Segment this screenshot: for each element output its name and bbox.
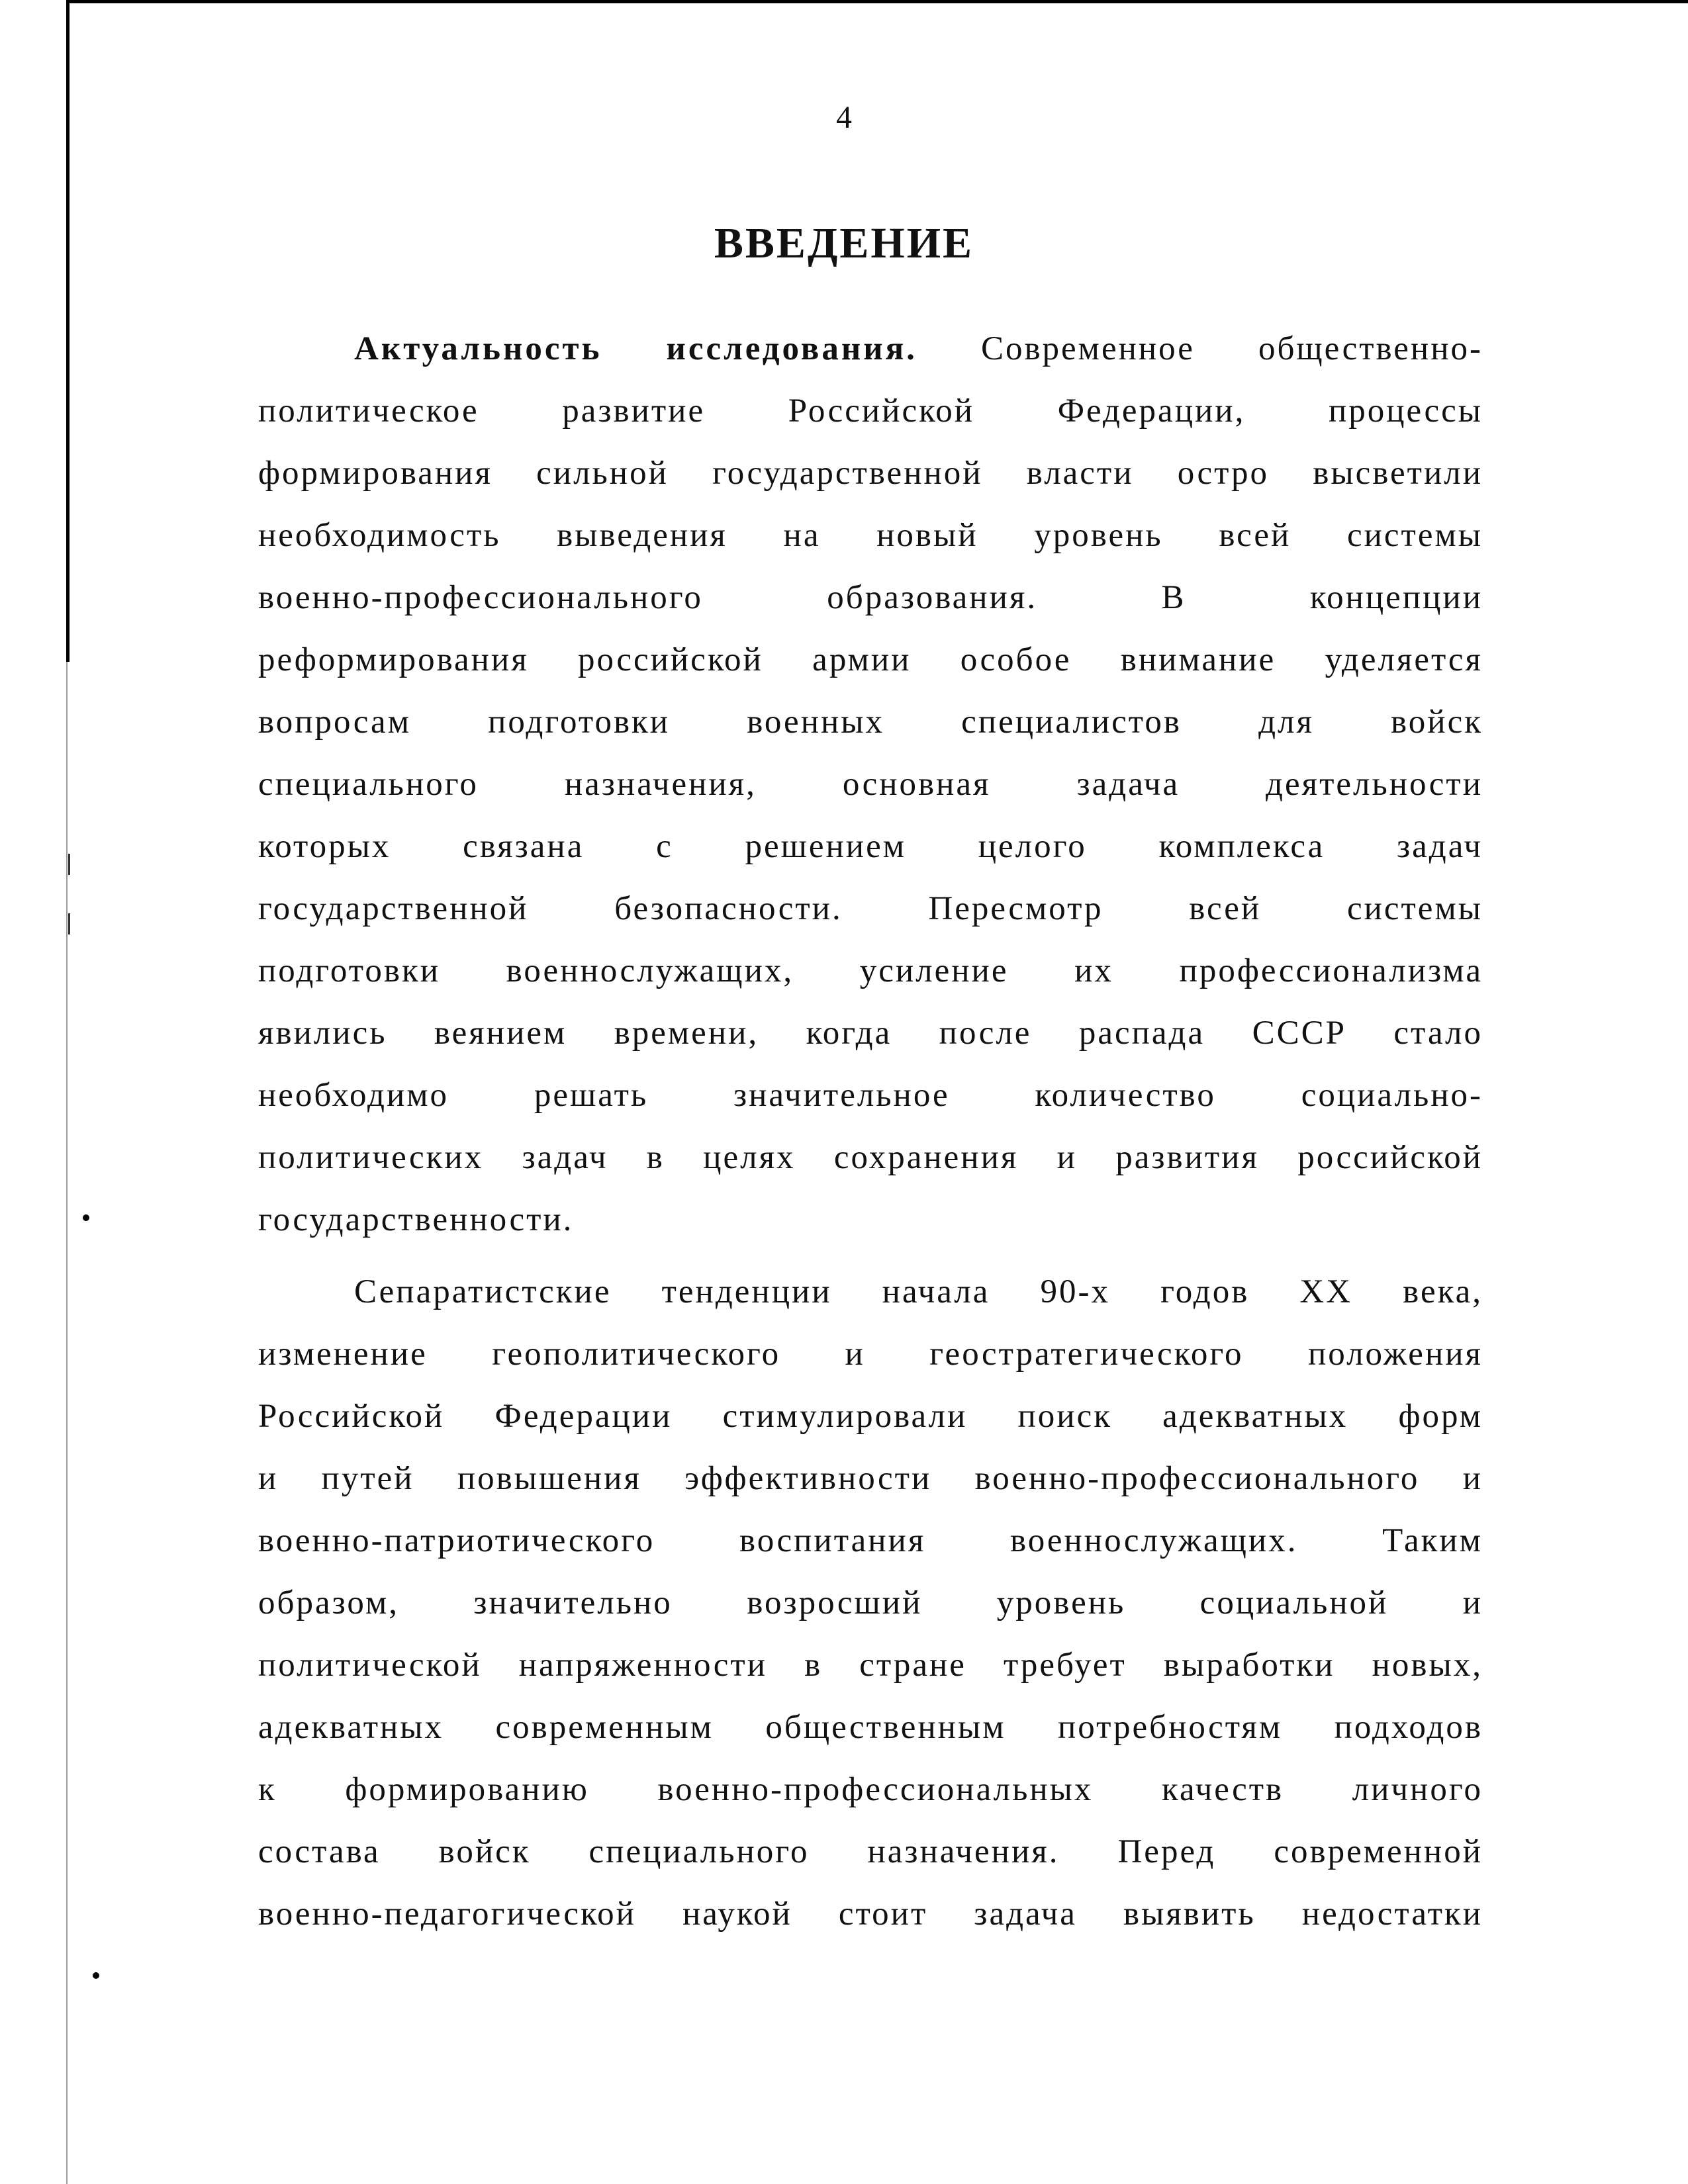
paragraph-line: политическое развитие Российской Федерации, процессы (258, 392, 1483, 430)
paragraph-line: государственной безопасности. Пересмотр всей системы (258, 890, 1483, 927)
paragraph-line: необходимость выведения на новый уровень всей системы (258, 517, 1483, 554)
paragraph-line: и путей повышения эффективности военно-профессионального и (258, 1460, 1483, 1497)
page-title: ВВЕДЕНИЕ (714, 219, 974, 267)
paragraph-line: военно-патриотического воспитания военнослужащих. Таким (258, 1522, 1483, 1559)
paragraph-line: изменение геополитического и геостратегического положения (258, 1336, 1483, 1373)
page-number: 4 (836, 100, 852, 135)
paragraph-line: политических задач в целях сохранения и развития российской (258, 1139, 1483, 1176)
paragraph-line: адекватных современным общественным потребностям подходов (258, 1709, 1483, 1746)
paragraph-line: Актуальность исследования. Современное общественно- (354, 330, 1483, 367)
paragraph-line: Сепаратистские тенденции начала 90-х годов XX века, (354, 1273, 1483, 1310)
scan-mark (68, 913, 70, 934)
scan-speck (93, 1972, 99, 1979)
paragraph-line: реформирования российской армии особое внимание уделяется (258, 641, 1483, 678)
paragraph-line: состава войск специального назначения. Перед современной (258, 1833, 1483, 1870)
paragraph-line: военно-педагогической наукой стоит задача выявить недостатки (258, 1895, 1483, 1933)
paragraph-line: явились веянием времени, когда после распада СССР стало (258, 1015, 1483, 1052)
paragraph-line: которых связана с решением целого комплекса задач (258, 828, 1483, 865)
scan-speck (83, 1214, 89, 1221)
paragraph-line: образом, значительно возросший уровень социальной и (258, 1584, 1483, 1621)
paragraph-line: государственности. (258, 1201, 574, 1238)
paragraph-line: к формированию военно-профессиональных качеств личного (258, 1771, 1483, 1808)
paragraph-line: военно-профессионального образования. В концепции (258, 579, 1483, 616)
paragraph-lead: Актуальность исследования. (354, 330, 917, 367)
paragraph-line: формирования сильной государственной власти остро высветили (258, 455, 1483, 492)
paragraph-line: Российской Федерации стимулировали поиск адекватных форм (258, 1398, 1483, 1435)
paragraph-line: необходимо решать значительное количество социально- (258, 1077, 1483, 1114)
paragraph-line: специального назначения, основная задача деятельности (258, 766, 1483, 803)
paragraph-line: политической напряженности в стране требует выработки новых, (258, 1647, 1483, 1684)
scan-border-left-faint (66, 662, 68, 2184)
scan-border-top (66, 0, 1688, 3)
scan-mark (68, 854, 70, 875)
paragraph-line: подготовки военнослужащих, усиление их профессионализма (258, 952, 1483, 989)
paragraph-line: вопросам подготовки военных специалистов для войск (258, 704, 1483, 741)
